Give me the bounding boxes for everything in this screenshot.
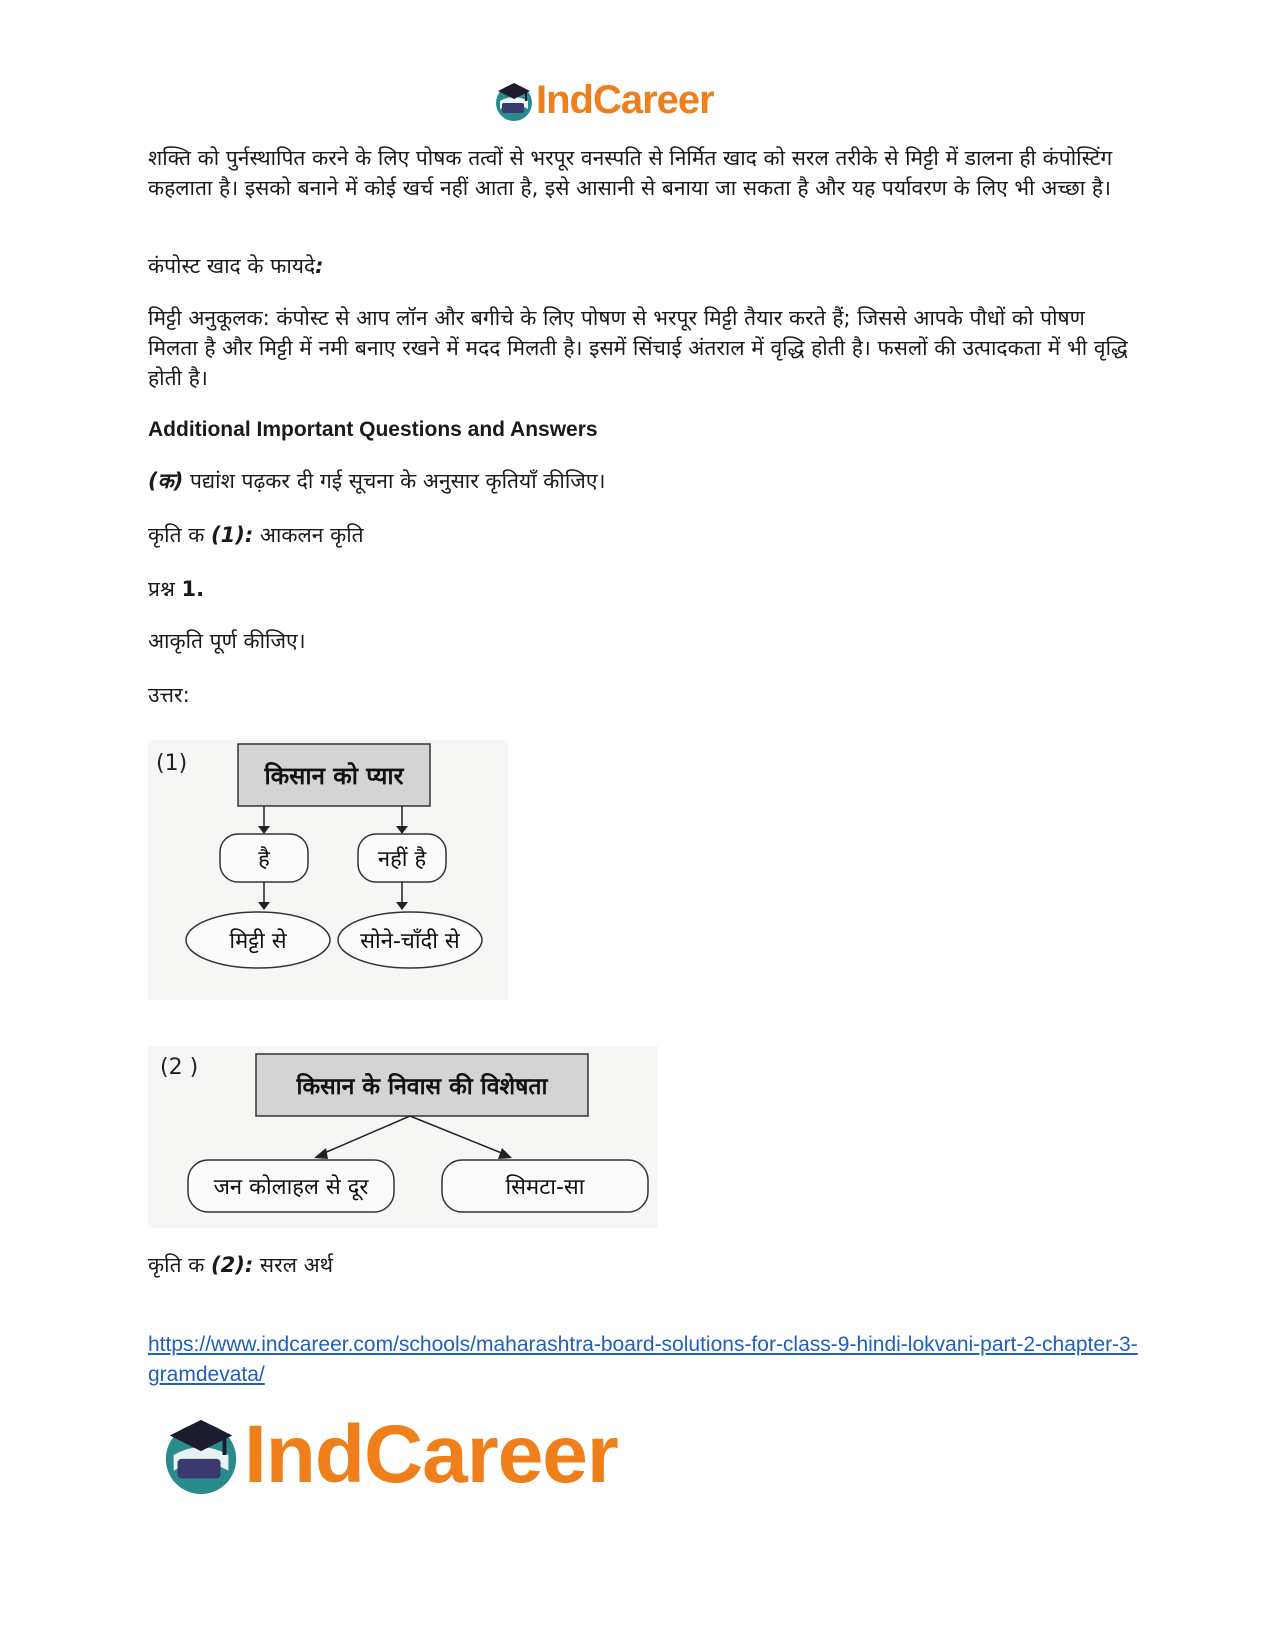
activity-1-text: आकलन कृति xyxy=(253,523,364,547)
diagram-1-branch-2: नहीं है xyxy=(377,847,427,872)
activity-1-prefix: कृति क xyxy=(148,523,212,547)
diagram-2 xyxy=(148,1046,658,1228)
benefits-title-text: कंपोस्ट खाद के फायदे xyxy=(148,254,316,278)
graduation-cap-globe-icon xyxy=(492,79,536,123)
diagram-1-leaf-1: मिट्टी से xyxy=(229,929,287,954)
diagram-1-leaf-2: सोने-चाँदी से xyxy=(360,929,460,954)
diagram-1-number: (1) xyxy=(156,751,188,776)
benefits-title-colon: : xyxy=(315,254,324,278)
question-label xyxy=(148,574,204,604)
benefits-title xyxy=(148,251,324,281)
header-logo-text: IndCareer xyxy=(536,78,714,122)
diagram-1-arrowhead-leaf-1 xyxy=(258,902,270,910)
answer-label: उत्तर: xyxy=(148,683,190,707)
activity-2-text: सरल अर्थ xyxy=(253,1253,334,1277)
activity-1-number: (1): xyxy=(211,523,254,547)
activity-2-label xyxy=(148,1250,333,1280)
footer-logo xyxy=(158,1408,618,1502)
diagram-2-leaf-2: सिमटा-सा xyxy=(505,1175,585,1200)
activity-2-number: (2): xyxy=(211,1253,254,1277)
diagram-2-number: (2 ) xyxy=(160,1055,199,1080)
instruction-prefix: (क) xyxy=(148,469,184,493)
section-heading: Additional Important Questions and Answers xyxy=(148,418,598,441)
source-link[interactable]: https://www.indcareer.com/schools/maharashtra-board-solutions-for-class-9-hindi-lokvani-part-2-chapter-3-gramdevata/ xyxy=(148,1333,1138,1386)
diagram-1 xyxy=(148,740,508,1000)
graduation-cap-globe-icon xyxy=(158,1412,244,1498)
activity-1-label xyxy=(148,520,364,550)
question-number: 1. xyxy=(181,577,205,601)
header-logo xyxy=(492,78,714,123)
instruction-text: पद्यांश पढ़कर दी गई सूचना के अनुसार कृतियाँ कीजिए। xyxy=(183,469,606,493)
diagram-2-arrowhead-right xyxy=(498,1148,512,1159)
diagram-2-title: किसान के निवास की विशेषता xyxy=(296,1074,548,1100)
question-prefix: प्रश्न xyxy=(148,577,182,601)
footer-logo-text: IndCareer xyxy=(244,1409,618,1500)
diagram-1-arrowhead-right xyxy=(396,826,408,834)
question-text: आकृति पूर्ण कीजिए। xyxy=(148,629,306,653)
diagram-1-title: किसान को प्यार xyxy=(264,762,404,790)
diagram-1-branch-1: है xyxy=(258,847,270,872)
benefits-paragraph: मिट्टी अनुकूलक: कंपोस्ट से आप लॉन और बगीचे के लिए पोषण से भरपूर मिट्टी तैयार करते हैं; जिससे आपके पौधों को पोषण मिलता है और मिट्टी में नमी बनाए रखने में मदद मिलती है। इसमें सिंचाई अंतराल में वृद्धि होती है। फसलों की उत्पादकता में भी वृद्धि होती है। xyxy=(148,306,1128,390)
activity-2-prefix: कृति क xyxy=(148,1253,212,1277)
intro-paragraph: शक्ति को पुर्नस्थापित करने के लिए पोषक तत्वों से भरपूर वनस्पति से निर्मित खाद को सरल तरीके से मिट्टी में डालना ही कंपोस्टिंग कहलाता है। इसको बनाने में कोई खर्च नहीं आता है, इसे आसानी से बनाया जा सकता है और यह पर्यावरण के लिए भी अच्छा है। xyxy=(148,146,1113,200)
diagram-1-arrowhead-left xyxy=(258,826,270,834)
diagram-2-arrowhead-left xyxy=(314,1148,328,1159)
instruction xyxy=(148,466,605,496)
diagram-2-arrow-right xyxy=(410,1116,504,1154)
diagram-1-arrowhead-leaf-2 xyxy=(396,902,408,910)
diagram-2-arrow-left xyxy=(322,1116,410,1154)
diagram-2-leaf-1: जन कोलाहल से दूर xyxy=(213,1175,369,1200)
